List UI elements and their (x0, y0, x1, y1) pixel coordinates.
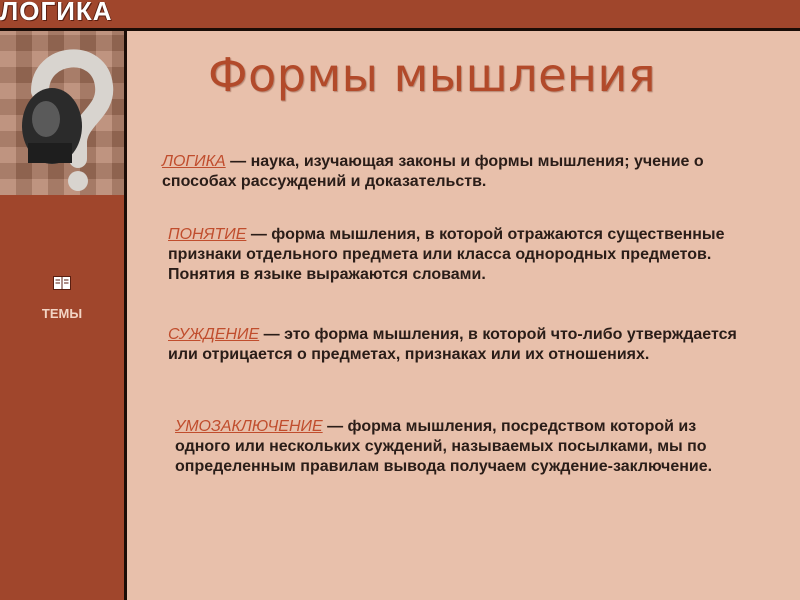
definition-judgment (168, 325, 738, 365)
question-mark-head-icon (0, 31, 124, 195)
nav-item-label: ТЕМЫ (41, 306, 83, 321)
definition-term: ЛОГИКА (162, 153, 226, 170)
definition-concept (168, 225, 728, 285)
definition-term: ПОНЯТИЕ (168, 226, 247, 243)
definition-text: — форма мышления, посредством которой из одного или нескольких суждений, называемых посылками, мы по определенным правилам вывода получаем суждение-заключение. (175, 418, 713, 475)
nav-item-topics[interactable] (0, 272, 124, 328)
header-bar (0, 0, 800, 31)
definition-logic (162, 152, 722, 192)
definition-text: — наука, изучающая законы и формы мышления; учение о способах рассуждений и доказательств. (162, 153, 704, 190)
definition-term: СУЖДЕНИЕ (168, 326, 260, 343)
definition-inference (175, 417, 745, 477)
definition-term: УМОЗАКЛЮЧЕНИЕ (175, 418, 323, 435)
logo: ЛОГИКА (0, 0, 113, 26)
page-title: Формы мышления (208, 48, 657, 102)
sidebar-image (0, 31, 124, 195)
book-icon (53, 276, 71, 290)
definition-text: — форма мышления, в которой отражаются существенные признаки отдельного предмета или класса однородных предметов. Понятия в языке выражаются словами. (168, 226, 725, 283)
sidebar (0, 195, 124, 600)
definition-text: — это форма мышления, в которой что-либо утверждается или отрицается о предметах, признаках или их отношениях. (168, 326, 737, 363)
sidebar-divider (124, 31, 127, 600)
